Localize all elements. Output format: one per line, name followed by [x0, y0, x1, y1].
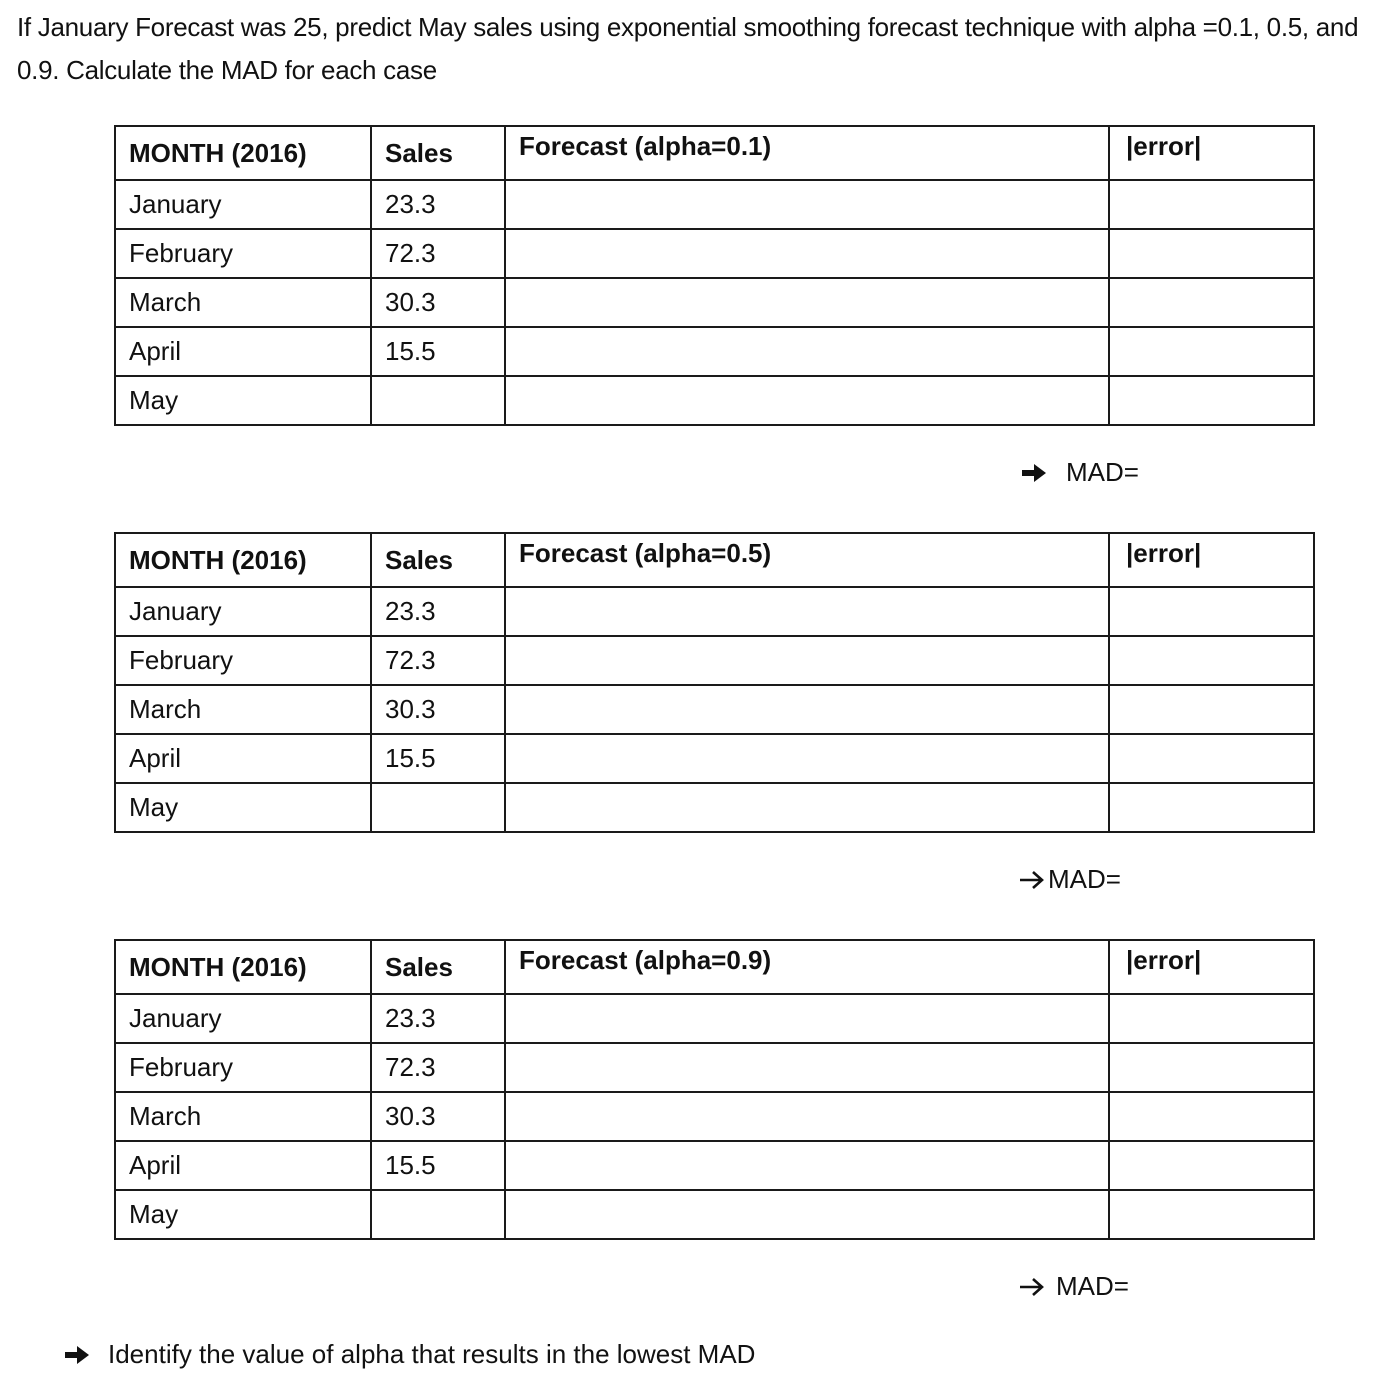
month-cell: March [115, 278, 371, 327]
month-cell: March [115, 1092, 371, 1141]
sales-cell[interactable] [371, 376, 505, 425]
month-cell: January [115, 180, 371, 229]
error-cell[interactable] [1109, 734, 1314, 783]
footer-text: Identify the value of alpha that results in the lowest MAD [108, 1339, 756, 1369]
table-row [115, 327, 1314, 376]
forecast-cell[interactable] [505, 180, 1109, 229]
sales-cell[interactable] [371, 1190, 505, 1239]
table-header-row [115, 940, 1314, 994]
sales-header: Sales [371, 940, 505, 994]
forecast-header: Forecast (alpha=0.1) [505, 126, 1109, 180]
error-cell[interactable] [1109, 229, 1314, 278]
table-row [115, 180, 1314, 229]
forecast-table-alpha-0-9 [114, 939, 1315, 1240]
table-row [115, 783, 1314, 832]
error-cell[interactable] [1109, 636, 1314, 685]
sales-header: Sales [371, 533, 505, 587]
sales-cell: 15.5 [371, 327, 505, 376]
sales-header: Sales [371, 126, 505, 180]
table-row [115, 1190, 1314, 1239]
forecast-cell[interactable] [505, 1092, 1109, 1141]
error-cell[interactable] [1109, 1092, 1314, 1141]
sales-cell[interactable] [371, 783, 505, 832]
table-row [115, 685, 1314, 734]
forecast-cell[interactable] [505, 1190, 1109, 1239]
forecast-cell[interactable] [505, 636, 1109, 685]
error-cell[interactable] [1109, 587, 1314, 636]
error-header: |error| [1109, 940, 1314, 994]
table-row [115, 587, 1314, 636]
table-row [115, 229, 1314, 278]
month-cell: April [115, 734, 371, 783]
month-cell: April [115, 327, 371, 376]
month-cell: May [115, 783, 371, 832]
sales-cell: 30.3 [371, 685, 505, 734]
error-cell[interactable] [1109, 994, 1314, 1043]
arrow-right-bold-icon [63, 1344, 91, 1366]
table-row [115, 994, 1314, 1043]
month-header: MONTH (2016) [115, 533, 371, 587]
error-cell[interactable] [1109, 685, 1314, 734]
forecast-cell[interactable] [505, 994, 1109, 1043]
sales-cell: 23.3 [371, 180, 505, 229]
table-header-row [115, 126, 1314, 180]
mad-line-alpha-0-1 [1020, 457, 1139, 488]
mad-line-alpha-0-5 [1018, 864, 1121, 895]
table-row [115, 1043, 1314, 1092]
forecast-cell[interactable] [505, 587, 1109, 636]
arrow-right-bold-icon [1020, 462, 1048, 484]
month-cell: January [115, 994, 371, 1043]
forecast-cell[interactable] [505, 734, 1109, 783]
forecast-header: Forecast (alpha=0.5) [505, 533, 1109, 587]
month-cell: March [115, 685, 371, 734]
question-text: If January Forecast was 25, predict May sales using exponential smoothing forecast technique with alpha =0.1, 0.5, and 0.9. Calculate the MAD for each case [17, 12, 1359, 85]
forecast-cell[interactable] [505, 327, 1109, 376]
forecast-cell[interactable] [505, 278, 1109, 327]
month-cell: February [115, 636, 371, 685]
error-cell[interactable] [1109, 783, 1314, 832]
sales-cell: 72.3 [371, 1043, 505, 1092]
month-cell: May [115, 1190, 371, 1239]
error-cell[interactable] [1109, 180, 1314, 229]
error-cell[interactable] [1109, 1141, 1314, 1190]
forecast-cell[interactable] [505, 1141, 1109, 1190]
forecast-cell[interactable] [505, 376, 1109, 425]
month-header: MONTH (2016) [115, 940, 371, 994]
table-row [115, 636, 1314, 685]
error-header: |error| [1109, 533, 1314, 587]
table-row [115, 376, 1314, 425]
sales-cell: 23.3 [371, 994, 505, 1043]
sales-cell: 72.3 [371, 229, 505, 278]
error-cell[interactable] [1109, 376, 1314, 425]
mad-label: MAD= [1048, 864, 1121, 894]
sales-cell: 30.3 [371, 278, 505, 327]
forecast-cell[interactable] [505, 1043, 1109, 1092]
forecast-header: Forecast (alpha=0.9) [505, 940, 1109, 994]
mad-line-alpha-0-9 [1018, 1271, 1129, 1302]
mad-label: MAD= [1066, 457, 1139, 487]
month-cell: February [115, 1043, 371, 1092]
error-cell[interactable] [1109, 278, 1314, 327]
forecast-table-alpha-0-1 [114, 125, 1315, 426]
sales-cell: 15.5 [371, 1141, 505, 1190]
footer-instruction [63, 1339, 755, 1370]
arrow-right-icon [1018, 1276, 1046, 1298]
forecast-cell[interactable] [505, 685, 1109, 734]
forecast-table-alpha-0-5 [114, 532, 1315, 833]
month-cell: April [115, 1141, 371, 1190]
sales-cell: 72.3 [371, 636, 505, 685]
arrow-right-icon [1018, 869, 1046, 891]
error-header: |error| [1109, 126, 1314, 180]
table-row [115, 278, 1314, 327]
table-row [115, 1141, 1314, 1190]
month-cell: May [115, 376, 371, 425]
table-row [115, 1092, 1314, 1141]
table-header-row [115, 533, 1314, 587]
error-cell[interactable] [1109, 1190, 1314, 1239]
month-header: MONTH (2016) [115, 126, 371, 180]
sales-cell: 15.5 [371, 734, 505, 783]
month-cell: January [115, 587, 371, 636]
forecast-cell[interactable] [505, 229, 1109, 278]
sales-cell: 23.3 [371, 587, 505, 636]
month-cell: February [115, 229, 371, 278]
mad-label: MAD= [1056, 1271, 1129, 1301]
error-cell[interactable] [1109, 1043, 1314, 1092]
table-row [115, 734, 1314, 783]
error-cell[interactable] [1109, 327, 1314, 376]
sales-cell: 30.3 [371, 1092, 505, 1141]
forecast-cell[interactable] [505, 783, 1109, 832]
